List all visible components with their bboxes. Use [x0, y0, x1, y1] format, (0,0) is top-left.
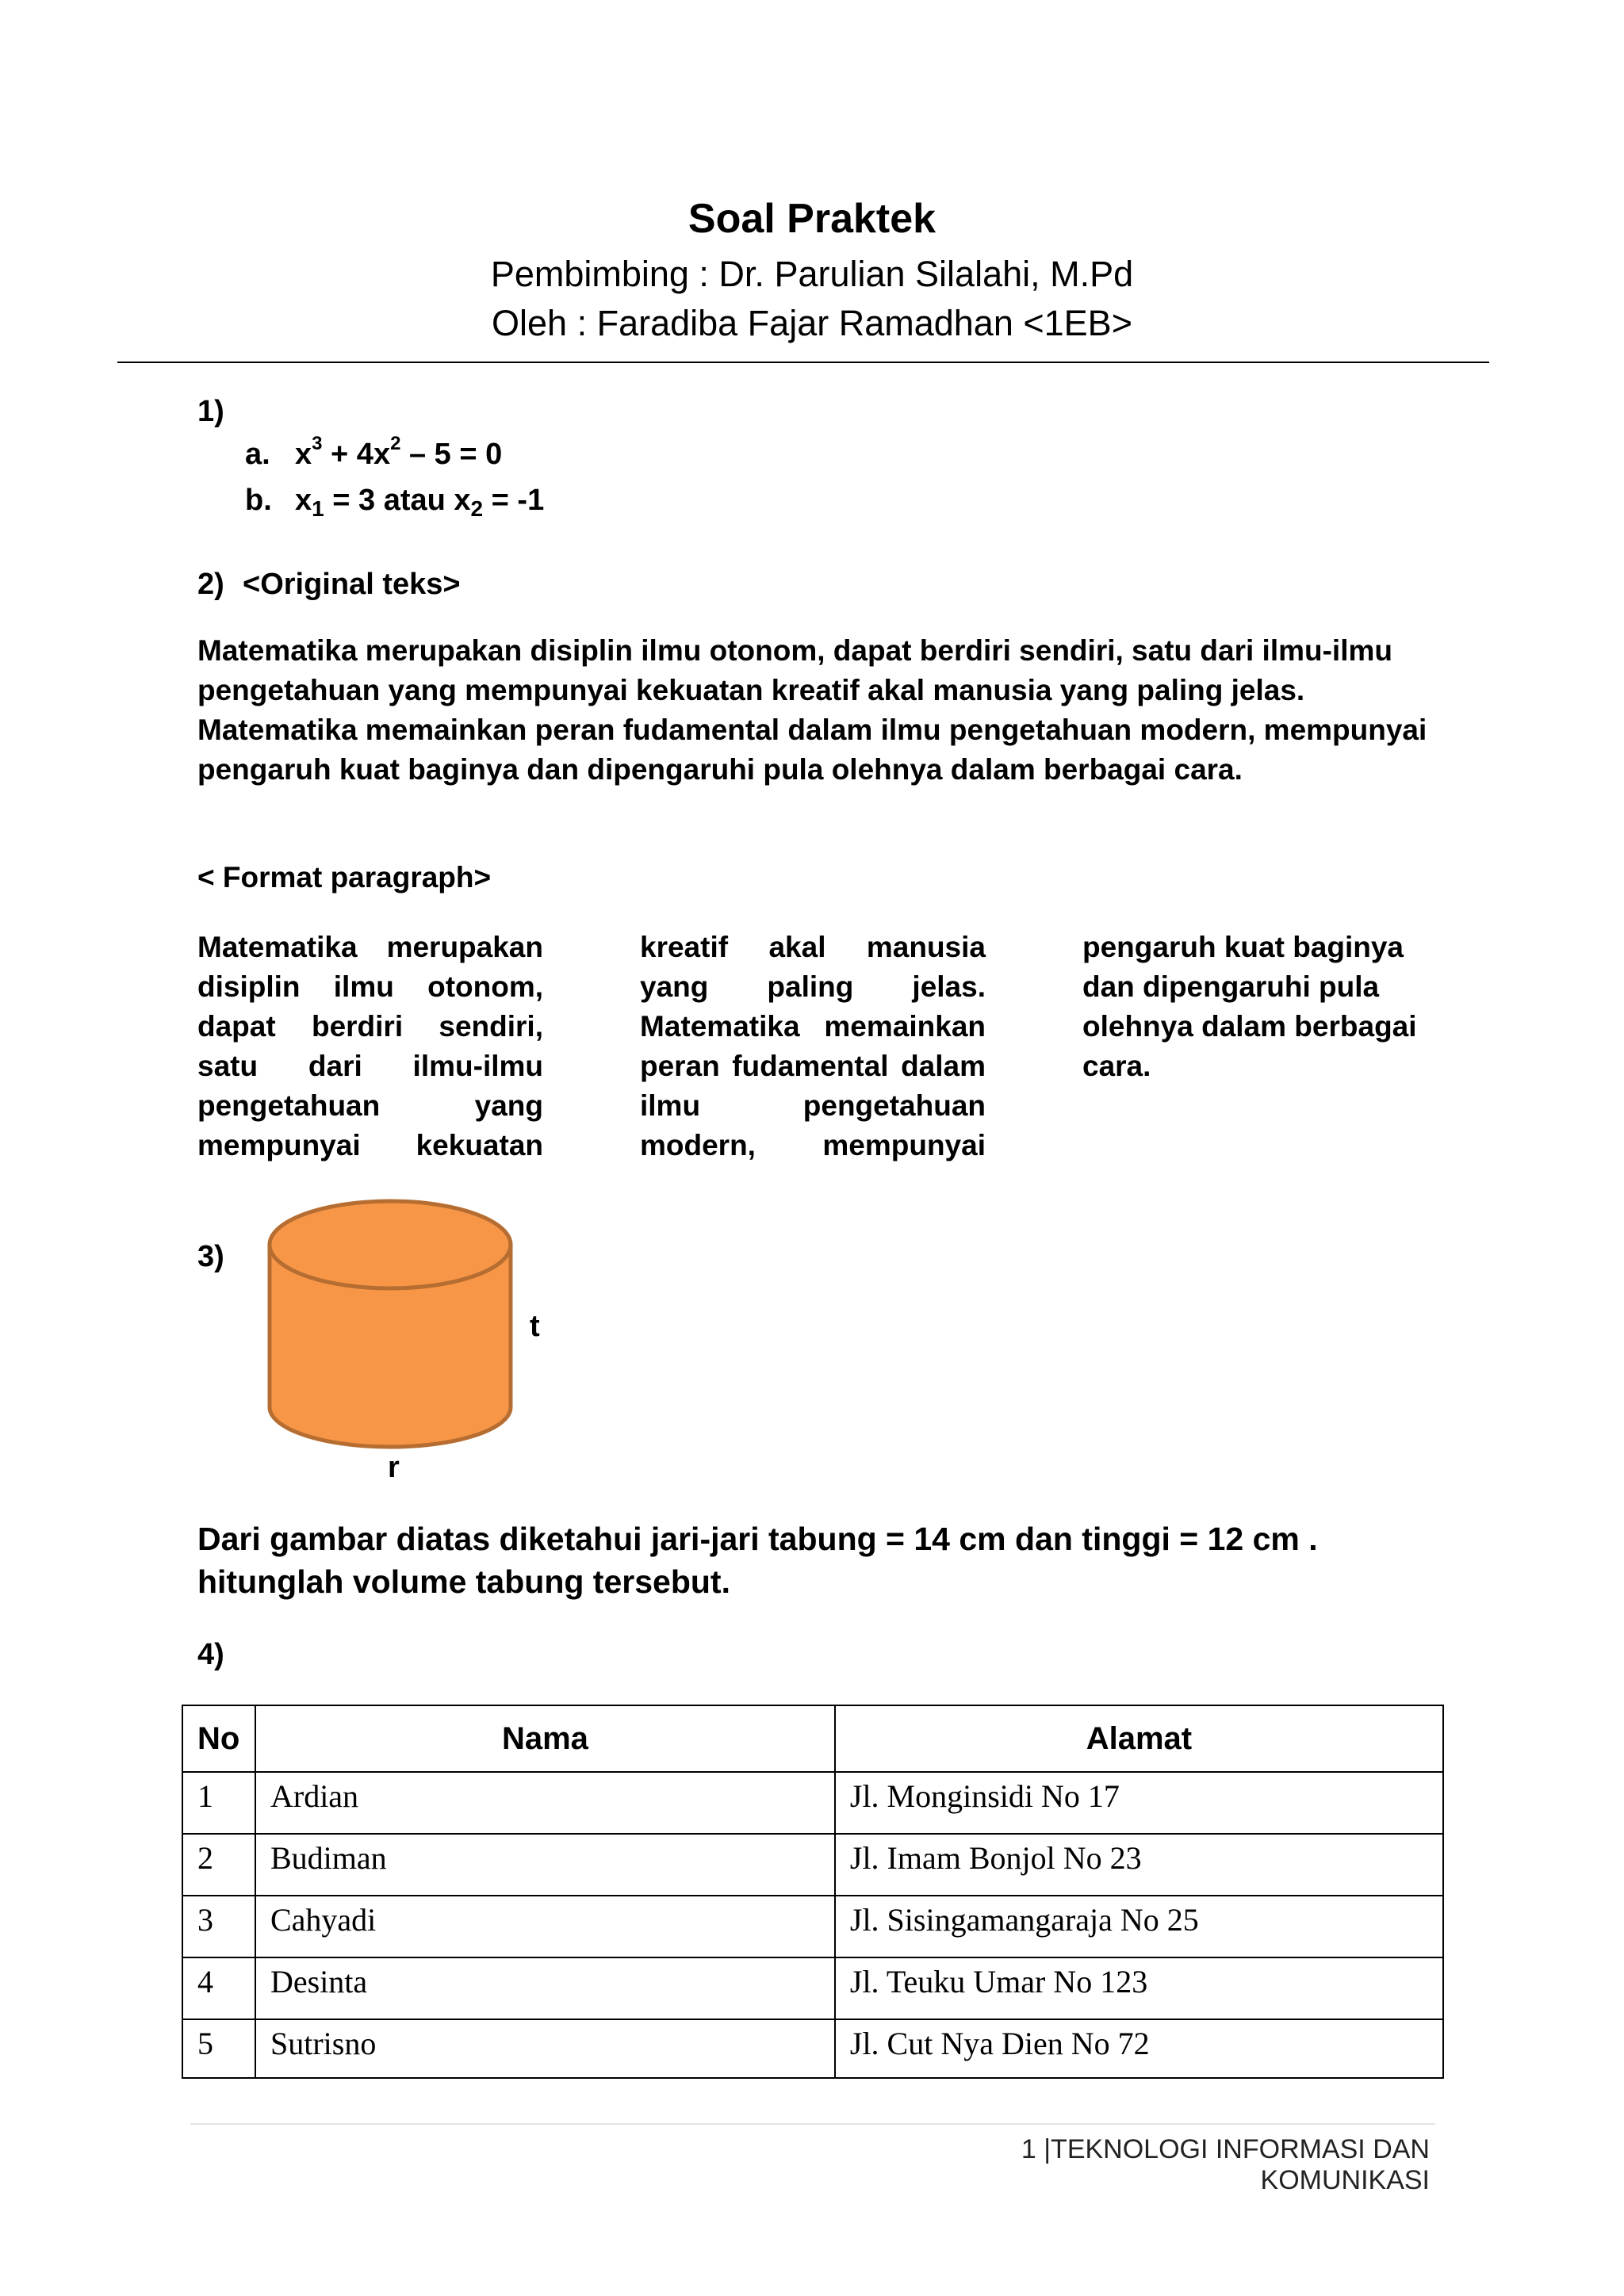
cylinder-figure: [262, 1189, 531, 1475]
table-header-row: [182, 1705, 1443, 1772]
question-3-number: 3): [197, 1240, 224, 1273]
format-paragraph-label: < Format paragraph>: [197, 861, 492, 894]
table-row: [182, 1957, 1443, 2019]
question-1a-equation: $x^3 + 4x^2 - 5 = 0$: [295, 433, 503, 471]
question-1a-marker: a.: [245, 438, 270, 471]
supervisor-line: Pembimbing : Dr. Parulian Silalahi, M.Pd: [490, 254, 1134, 294]
column-header-nama: Nama: [255, 1705, 835, 1772]
column-line: pengaruh kuat baginya: [1082, 931, 1404, 963]
question-1-number: 1): [197, 395, 224, 428]
height-label: t: [530, 1310, 540, 1343]
cell-no: 2: [182, 1834, 255, 1896]
cell-alamat: Jl. Imam Bonjol No 23: [835, 1834, 1443, 1896]
column-line: peran fudamental dalam: [640, 1050, 986, 1082]
cell-nama: Sutrisno: [255, 2019, 835, 2078]
table-row: [182, 1772, 1443, 1834]
cylinder-question: [197, 1517, 1545, 1603]
column-line: satu dari ilmu-ilmu: [197, 1050, 543, 1082]
column-line: mempunyai kekuatan: [197, 1129, 543, 1161]
column-line: Matematika memainkan: [640, 1010, 986, 1043]
column-line: dapat berdiri sendiri,: [197, 1010, 543, 1043]
original-paragraph: Matematika merupakan disiplin ilmu otonom, dapat berdiri sendiri, satu dari ilmu-ilmu pengetahuan yang mempunyai kekuatan kreatif akal manusia yang paling jelas. Matematika memainkan peran fudamental dalam ilmu pengetahuan modern, mempunyai pengaruh kuat baginya dan dipengaruhi pula olehnya dalam berbagai cara.: [197, 634, 1427, 786]
original-text-label: <Original teks>: [243, 568, 461, 601]
page-footer: 1 |TEKNOLOGI INFORMASI DAN KOMUNIKASI: [1021, 2134, 1430, 2195]
question-1b-marker: b.: [245, 484, 272, 517]
question-2-number: 2): [197, 568, 224, 601]
cell-no: 1: [182, 1772, 255, 1834]
cell-nama: Ardian: [255, 1772, 835, 1834]
cell-no: 5: [182, 2019, 255, 2078]
cell-alamat: Jl. Monginsidi No 17: [835, 1772, 1443, 1834]
column-line: disiplin ilmu otonom,: [197, 970, 543, 1003]
question-4-number: 4): [197, 1638, 224, 1671]
table-row: [182, 1834, 1443, 1896]
question-line: Dari gambar diatas diketahui jari-jari tabung = 14 cm dan tinggi = 12 cm .: [197, 1521, 1318, 1557]
column-header-alamat: Alamat: [835, 1705, 1443, 1772]
cell-no: 4: [182, 1957, 255, 2019]
column-line: ilmu pengetahuan: [640, 1089, 986, 1122]
radius-label: r: [388, 1451, 400, 1484]
cell-nama: Budiman: [255, 1834, 835, 1896]
author-line: Oleh : Faradiba Fajar Ramadhan <1EB>: [492, 303, 1132, 343]
column-line: dan dipengaruhi pula: [1082, 970, 1380, 1003]
header-divider: [117, 362, 1489, 363]
table-row: [182, 1896, 1443, 1957]
address-table: [182, 1705, 1444, 2079]
page-title: Soal Praktek: [688, 196, 936, 242]
paragraph-column-2: [640, 928, 986, 1165]
column-line: olehnya dalam berbagai: [1082, 1010, 1417, 1043]
question-line: hitunglah volume tabung tersebut.: [197, 1563, 730, 1600]
column-line: yang paling jelas.: [640, 970, 986, 1003]
column-line: modern, mempunyai: [640, 1129, 986, 1161]
column-header-no: No: [182, 1705, 255, 1772]
cell-alamat: Jl. Cut Nya Dien No 72: [835, 2019, 1443, 2078]
footer-divider: [190, 2123, 1435, 2125]
column-line: pengetahuan yang: [197, 1089, 543, 1122]
paragraph-column-1: [197, 928, 543, 1165]
cell-no: 3: [182, 1896, 255, 1957]
column-line: kreatif akal manusia: [640, 931, 986, 963]
table-row: [182, 2019, 1443, 2078]
cell-alamat: Jl. Sisingamangaraja No 25: [835, 1896, 1443, 1957]
paragraph-column-3: [1082, 928, 1428, 1086]
cell-nama: Cahyadi: [255, 1896, 835, 1957]
question-1b-equation: $x_1 = 3$ atau $x_2 = -1$: [295, 484, 545, 521]
cell-alamat: Jl. Teuku Umar No 123: [835, 1957, 1443, 2019]
cylinder-top: [270, 1201, 511, 1288]
column-line: Matematika merupakan: [197, 931, 543, 963]
cell-nama: Desinta: [255, 1957, 835, 2019]
column-line: cara.: [1082, 1050, 1151, 1082]
